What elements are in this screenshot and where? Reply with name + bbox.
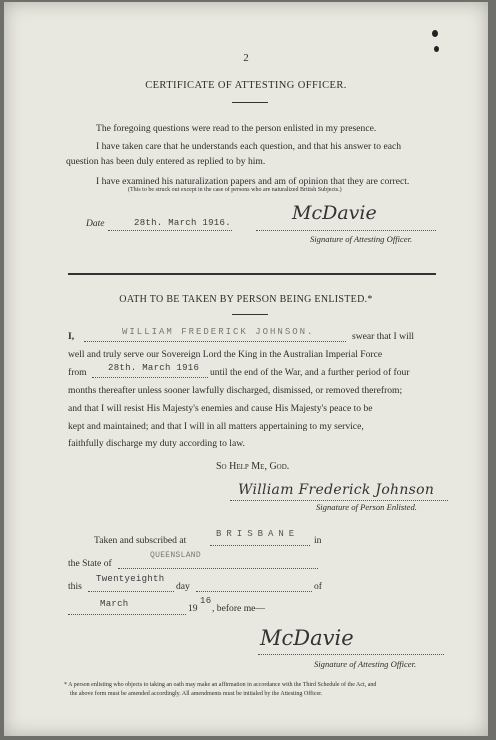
place-line [210, 545, 310, 546]
oath-closing: So Help Me, God. [216, 461, 290, 472]
signature-label-2: Signature of Attesting Officer. [314, 659, 417, 669]
section-divider [68, 273, 436, 275]
date-value: 28th. March 1916. [134, 218, 231, 228]
certificate-para2-line1: I have taken care that he understands each question, and that his answer to each [96, 141, 402, 152]
oath-title-underline [232, 314, 268, 315]
oath-line6: kept and maintained; and that I will in all matters appertaining to my service, [68, 421, 364, 432]
ink-blot [434, 46, 439, 52]
signature-label-1: Signature of Attesting Officer. [310, 234, 413, 244]
in-label: in [314, 535, 322, 546]
of-label: of [314, 581, 322, 592]
year-prefix: 19 [188, 603, 198, 614]
state-value: QUEENSLAND [150, 551, 202, 560]
document-page [4, 2, 488, 736]
enlistee-name: WILLIAM FREDERICK JOHNSON. [122, 327, 315, 337]
certificate-note: (This to be struck out except in the case of persons who are naturalized British Subjects.) [128, 187, 342, 193]
from-label: from [68, 367, 87, 378]
place-value: BRISBANE [216, 529, 300, 539]
oath-line1-end: swear that I will [352, 331, 415, 342]
ink-blot [432, 30, 438, 37]
certificate-para1: The foregoing questions were read to the person enlisted in my presence. [96, 123, 377, 134]
from-line [92, 377, 208, 378]
signature-line-1 [256, 230, 436, 231]
enlistee-signature: William Frederick Johnson [238, 482, 435, 498]
before-label: , before me— [212, 603, 266, 614]
oath-line3-end: until the end of the War, and a further period of four [210, 367, 410, 378]
state-line [118, 568, 318, 569]
oath-line2: well and truly serve our Sovereign Lord the King in the Australian Imperial Force [68, 349, 383, 360]
oath-title: OATH TO BE TAKEN BY PERSON BEING ENLISTED.* [119, 294, 373, 305]
month-value: March [100, 599, 129, 609]
certificate-para3: I have examined his naturalization papers and am of opinion that they are correct. [96, 176, 410, 187]
oath-line4: months thereafter unless sooner lawfully discharged, dismissed, or removed therefrom; [68, 385, 403, 396]
state-label: the State of [68, 558, 112, 569]
day-label: day [176, 581, 190, 592]
enlistee-signature-line [230, 500, 448, 501]
date-label: Date [86, 219, 105, 229]
attesting-officer-signature-1: McDavie [292, 202, 377, 224]
month-line [68, 614, 186, 615]
name-line [84, 341, 346, 342]
day-value: Twentyeighth [96, 574, 165, 584]
taken-label: Taken and subscribed at [94, 535, 187, 546]
page-number: 2 [243, 52, 249, 64]
date-line [108, 230, 232, 231]
day-line [88, 591, 174, 592]
certificate-title: CERTIFICATE OF ATTESTING OFFICER. [145, 80, 347, 91]
enlistee-signature-label: Signature of Person Enlisted. [316, 502, 417, 512]
footnote-line1: * A person enlisting who objects to taking an oath may make an affirmation in accordance with the Third Schedule of the Act, and [64, 682, 377, 688]
month-label-line [196, 591, 312, 592]
this-label: this [68, 581, 82, 592]
oath-line5: and that I will resist His Majesty's enemies and cause His Majesty's peace to be [68, 403, 373, 414]
oath-line7: faithfully discharge my duty according to law. [68, 438, 245, 449]
title-underline [232, 102, 268, 103]
oath-i-label: I, [68, 331, 75, 342]
certificate-para2-line2: question has been duly entered as replied to by him. [66, 156, 266, 167]
from-date-value: 28th. March 1916 [108, 363, 200, 373]
signature-line-2 [258, 654, 444, 655]
attesting-officer-signature-2: McDavie [260, 626, 354, 650]
year-value: 16 [200, 596, 212, 606]
footnote-line2: the above form must be amended accordingly. All amendments must be initialed by the Attesting Officer. [70, 691, 323, 697]
